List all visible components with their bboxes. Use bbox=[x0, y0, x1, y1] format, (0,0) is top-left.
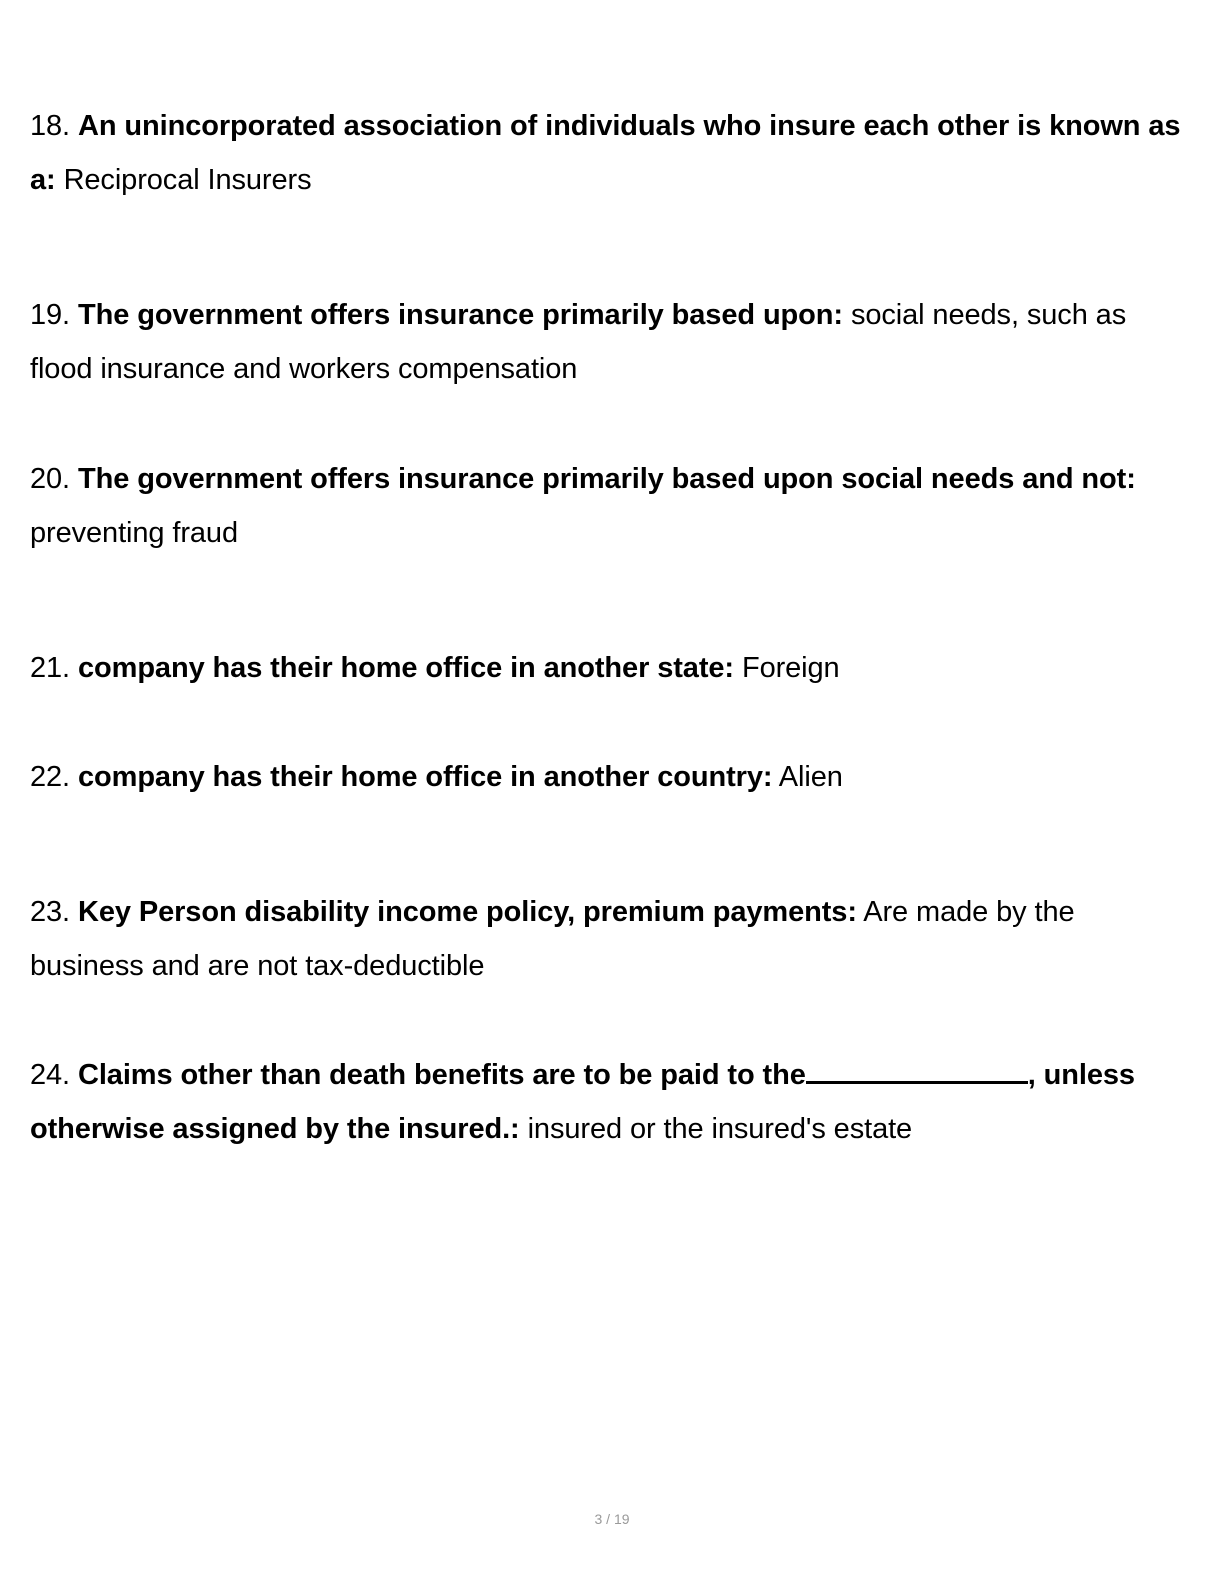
question-text: The government offers insurance primarily based upon social needs and not: bbox=[77, 463, 1136, 495]
page-number: 3 / 19 bbox=[594, 1511, 630, 1527]
question-text: The government offers insurance primarily based upon: bbox=[77, 299, 843, 331]
answer-text: insured or the insured's estate bbox=[527, 1113, 913, 1145]
question-item-24 bbox=[30, 1048, 1195, 1156]
question-item-23 bbox=[30, 885, 1195, 993]
question-number: 22. bbox=[30, 761, 71, 793]
question-number: 24. bbox=[30, 1059, 71, 1091]
question-text: An unincorporated association of individuals who insure each other is known as a: bbox=[30, 110, 1181, 196]
answer-text: social needs, such as flood insurance and workers compensation bbox=[30, 299, 1127, 385]
answer-text: preventing fraud bbox=[30, 517, 238, 549]
question-item-22 bbox=[30, 750, 1195, 804]
question-item-21 bbox=[30, 641, 1195, 695]
question-text: company has their home office in another state: bbox=[77, 652, 734, 684]
question-item-20 bbox=[30, 452, 1195, 560]
question-number: 18. bbox=[30, 110, 71, 142]
question-item-18 bbox=[30, 99, 1195, 207]
answer-text: Are made by the business and are not tax-deductible bbox=[30, 896, 1075, 982]
fill-in-blank-line bbox=[806, 1059, 1028, 1084]
answer-text: Foreign bbox=[741, 652, 840, 684]
question-text-after-blank: , unless otherwise assigned by the insured.: bbox=[30, 1059, 1135, 1145]
question-number: 19. bbox=[30, 299, 71, 331]
question-text-before-blank: Claims other than death benefits are to be paid to the bbox=[77, 1059, 806, 1091]
question-number: 20. bbox=[30, 463, 71, 495]
question-number: 23. bbox=[30, 896, 71, 928]
answer-text: Reciprocal Insurers bbox=[63, 164, 312, 196]
answer-text: Alien bbox=[778, 761, 843, 793]
question-text: company has their home office in another country: bbox=[77, 761, 773, 793]
question-number: 21. bbox=[30, 652, 71, 684]
question-text: Key Person disability income policy, premium payments: bbox=[77, 896, 857, 928]
question-item-19 bbox=[30, 288, 1195, 396]
